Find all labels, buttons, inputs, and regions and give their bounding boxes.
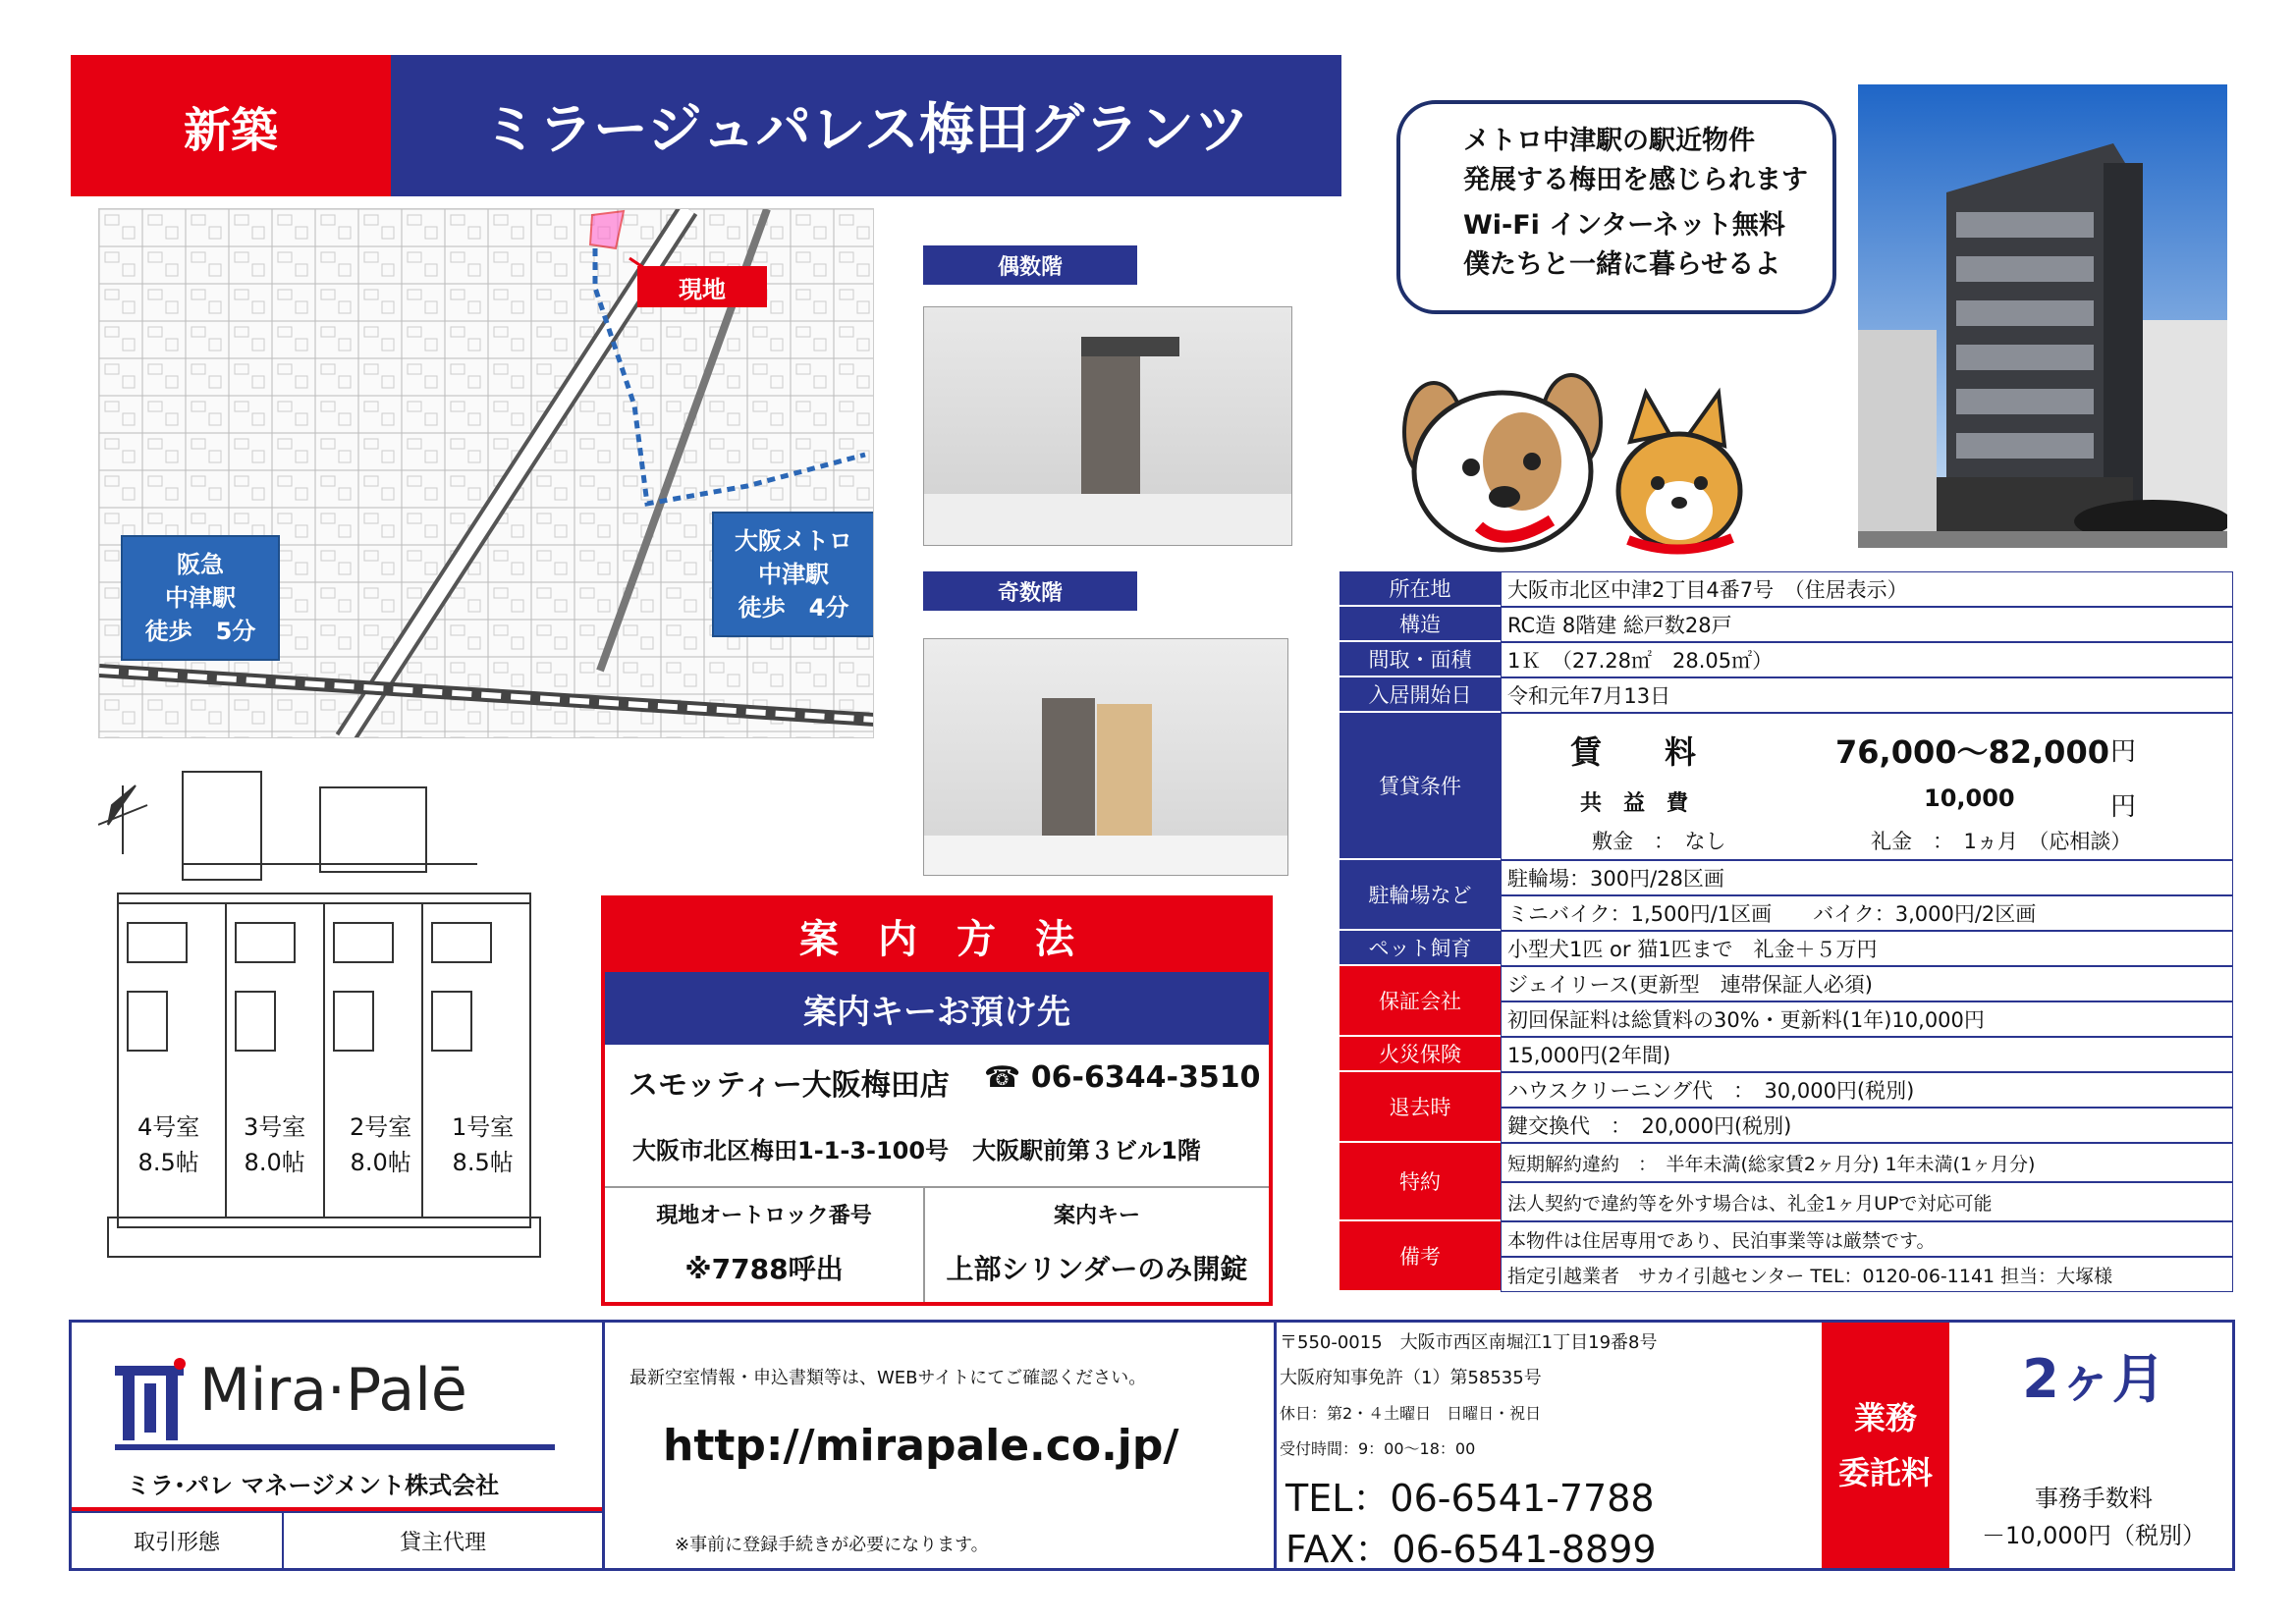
room-4-size: 8.5帖 (137, 1149, 199, 1176)
fax-number: FAX：06-6541-8899 (1285, 1528, 1657, 1571)
company-logo-block (72, 1323, 602, 1511)
key-money-value: 礼金 ： 1ヵ月 （応相談） (1871, 830, 2132, 853)
structure-value: RC造 8階建 総戸数28戸 (1501, 607, 2233, 642)
guarantor-line-2: 初回保証料は総賃料の30%・更新料(1年)10,000円 (1501, 1001, 2233, 1037)
admin-fee-label: 事務手数料 (2035, 1484, 2153, 1512)
even-floor-frame (1081, 337, 1179, 356)
guide-divider (605, 1186, 1269, 1188)
rent-unit: 円 (2110, 737, 2137, 767)
odd-floor-hall (1097, 704, 1152, 851)
structure-label: 構造 (1339, 607, 1501, 642)
registration-note: ※事前に登録手続きが必要になります。 (675, 1535, 989, 1555)
mascot-illustration (1394, 373, 1748, 569)
building-illustration (1858, 84, 2227, 548)
key-holder-heading: 案内キーお預け先 (605, 972, 1269, 1045)
holidays: 休日：第2・４土曜日 日曜日・祝日 (1280, 1404, 1542, 1423)
deal-type-value: 貸主代理 (284, 1511, 602, 1568)
web-note: 最新空室情報・申込書類等は、WEBサイトにてご確認ください。 (629, 1368, 1147, 1388)
notes-line-2: 指定引越業者 サカイ引越センター TEL：0120-06-1141 担当：大塚様 (1501, 1257, 2233, 1292)
layout-value: 1Ｋ （27.28㎡ 28.05㎡） (1501, 642, 2233, 677)
hankyu-line: 阪急 (177, 551, 224, 578)
website-url[interactable]: http://mirapale.co.jp/ (663, 1421, 1179, 1471)
rent-value: 76,000～82,000 (1835, 733, 2109, 771)
pet-label: ペット飼育 (1339, 931, 1501, 966)
mirapale-logo-icon (115, 1358, 188, 1440)
common-fee-value: 10,000 (1924, 784, 2015, 812)
bubble-line-2: 発展する梅田を感じられます (1463, 165, 1808, 195)
floor-plan-drawing (98, 746, 550, 1276)
fire-insurance-value: 15,000円(2年間) (1501, 1037, 2233, 1072)
company-name: ミラ･パレ マネージメント株式会社 (127, 1472, 500, 1499)
room-3-name: 3号室 (244, 1113, 306, 1141)
even-floor-door (1081, 347, 1140, 504)
area-map (98, 208, 874, 738)
floor-plan (98, 746, 550, 1276)
admin-fee-value: －10,000円（税別） (1982, 1521, 2206, 1549)
special-terms-line-1: 短期解約違約 ： 半年未満(総家賃2ヶ月分) 1年未満(1ヶ月分) (1501, 1143, 2233, 1182)
rent-label: 賃貸条件 (1339, 713, 1501, 860)
odd-floor-floor (924, 836, 1288, 876)
room-1-name: 1号室 (452, 1113, 515, 1141)
move-in-value: 令和元年7月13日 (1501, 677, 2233, 713)
metro-station-badge (712, 512, 874, 637)
speech-bubble (1396, 100, 1836, 314)
tel-number[interactable]: TEL：06-6541-7788 (1285, 1477, 1655, 1520)
room-3 (244, 1109, 305, 1180)
even-floor-photo (923, 306, 1292, 546)
rent-box (1501, 713, 2233, 860)
guide-key-label: 案内キー (1053, 1203, 1140, 1228)
room-1 (452, 1109, 514, 1180)
store-name: スモッティー大阪梅田店 (629, 1068, 950, 1103)
pet-value: 小型犬1匹 or 猫1匹まで 礼金＋５万円 (1501, 931, 2233, 966)
rent-name: 賃 料 (1570, 733, 1697, 771)
logo-underline (115, 1444, 555, 1450)
autolock-label: 現地オートロック番号 (656, 1203, 872, 1228)
move-out-line-1: ハウスクリーニング代 ： 30,000円(税別) (1501, 1072, 2233, 1108)
move-out-line-2: 鍵交換代 ： 20,000円(税別) (1501, 1108, 2233, 1143)
guide-title: 案 内 方 法 (605, 899, 1269, 972)
parking-label: 駐輪場など (1339, 860, 1501, 931)
room-2-name: 2号室 (350, 1113, 412, 1141)
hankyu-station: 中津駅 (165, 584, 236, 612)
move-in-label: 入居開始日 (1339, 677, 1501, 713)
property-info-table (1339, 571, 2233, 1306)
guarantor-label: 保証会社 (1339, 966, 1501, 1037)
odd-floor-door (1042, 698, 1095, 845)
bubble-line-1: メトロ中津駅の駅近物件 (1463, 126, 1755, 156)
bubble-line-3: Wi-Fi インターネット無料 (1463, 210, 1785, 241)
mascot-dog-cat (1394, 373, 1748, 569)
metro-walk: 徒歩 4分 (738, 594, 849, 622)
parking-line-2: ミニバイク：1,500円/1区画 バイク：3,000円/2区画 (1501, 895, 2233, 931)
room-4 (137, 1109, 199, 1180)
business-hours: 受付時間：9：00～18：00 (1280, 1439, 1476, 1458)
site-marker-label: 現地 (637, 266, 767, 307)
guarantor-line-1: ジェイリース(更新型 連帯保証人必須) (1501, 966, 2233, 1001)
footer (69, 1320, 2235, 1571)
layout-label: 間取・面積 (1339, 642, 1501, 677)
even-floor-floor (924, 494, 1292, 546)
deal-type-label: 取引形態 (72, 1511, 284, 1568)
autolock-number: ※7788呼出 (684, 1253, 844, 1285)
notes-line-1: 本物件は住居専用であり、民泊事業等は厳禁です。 (1501, 1221, 2233, 1257)
footer-divider-1 (602, 1323, 605, 1568)
office-address: 〒550-0015 大阪市西区南堀江1丁目19番8号 (1280, 1332, 1658, 1353)
room-1-size: 8.5帖 (452, 1149, 514, 1176)
hankyu-station-badge (121, 535, 280, 661)
address-label: 所在地 (1339, 571, 1501, 607)
metro-line: 大阪メトロ (735, 527, 852, 555)
room-2 (350, 1109, 411, 1180)
commission-label (1822, 1323, 1949, 1568)
even-floor-tag: 偶数階 (923, 245, 1137, 285)
common-fee-unit: 円 (2110, 792, 2137, 822)
viewing-guide-box (601, 895, 1273, 1306)
move-out-label: 退去時 (1339, 1072, 1501, 1143)
room-2-size: 8.0帖 (350, 1149, 411, 1176)
store-phone: ☎ 06-6344-3510 (984, 1060, 1261, 1095)
common-fee-name: 共 益 費 (1580, 791, 1689, 816)
room-4-name: 4号室 (137, 1113, 200, 1141)
odd-floor-tag: 奇数階 (923, 571, 1137, 611)
metro-station: 中津駅 (758, 561, 829, 588)
guide-key-value: 上部シリンダーのみ開錠 (946, 1253, 1248, 1285)
bubble-line-4: 僕たちと一緒に暮らせるよ (1463, 249, 1781, 280)
room-3-size: 8.0帖 (244, 1149, 305, 1176)
building-exterior-photo (1858, 84, 2227, 548)
footer-divider-2 (1274, 1323, 1277, 1568)
store-address: 大阪市北区梅田1-1-3-100号 大阪駅前第３ビル1階 (632, 1137, 1201, 1164)
commission-label-line-2: 委託料 (1837, 1454, 1933, 1491)
license-number: 大阪府知事免許（1）第58535号 (1280, 1368, 1542, 1388)
special-terms-line-2: 法人契約で違約等を外す場合は、礼金1ヶ月UPで対応可能 (1501, 1182, 2233, 1221)
address-value: 大阪市北区中津2丁目4番7号 （住居表示） (1501, 571, 2233, 607)
fire-insurance-label: 火災保険 (1339, 1037, 1501, 1072)
hankyu-walk: 徒歩 5分 (144, 618, 256, 645)
new-build-badge: 新築 (71, 55, 391, 196)
deposit-value: 敷金 ： なし (1592, 830, 1726, 853)
logo-wordmark: Mira·Palē (199, 1356, 467, 1425)
property-title: ミラージュパレス梅田グランツ (391, 55, 1341, 196)
notes-label: 備考 (1339, 1221, 1501, 1292)
commission-label-line-1: 業務 (1853, 1399, 1917, 1436)
parking-line-1: 駐輪場：300円/28区画 (1501, 860, 2233, 895)
odd-floor-photo (923, 638, 1288, 876)
special-terms-label: 特約 (1339, 1143, 1501, 1221)
commission-value: 2ヶ月 (2022, 1347, 2165, 1410)
